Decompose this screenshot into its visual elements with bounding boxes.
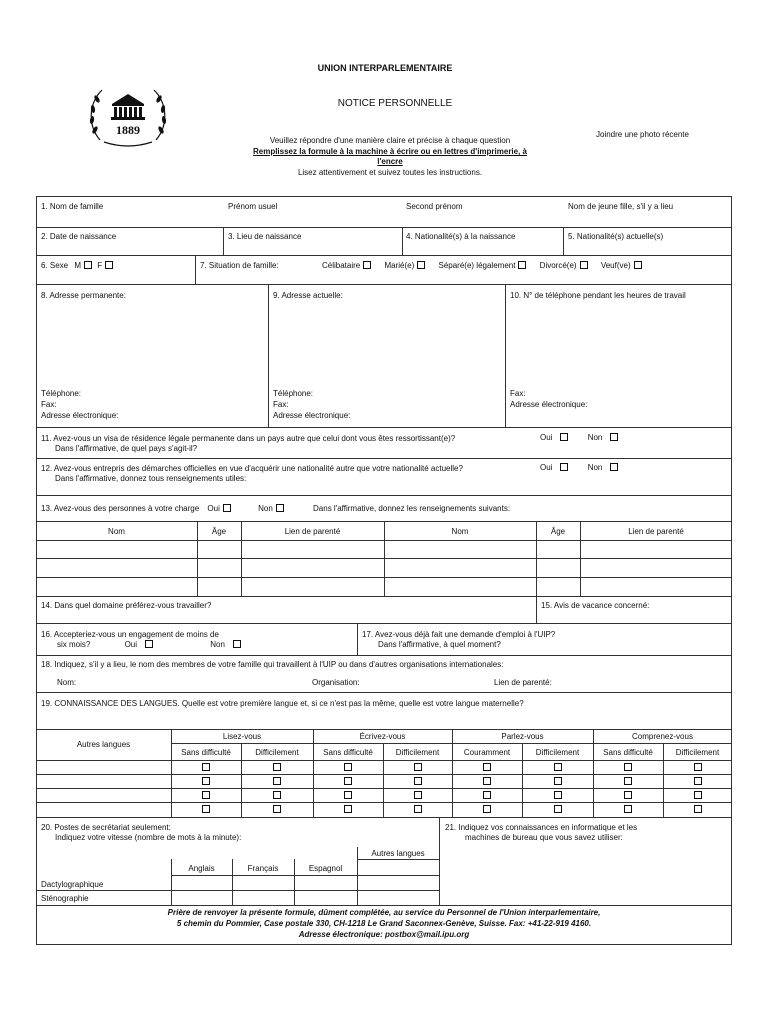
q21-machines: machines de bureau que vous savez utiliser: bbox=[465, 833, 623, 842]
instruction-1: Veuillez répondre d'une manière claire et précise à chaque question bbox=[269, 136, 511, 145]
q11-checkbox-oui[interactable] bbox=[560, 433, 568, 441]
footer-line-3: Adresse électronique: postbox@mail.ipu.org bbox=[298, 930, 470, 939]
q11-followup: Dans l'affirmative, de quel pays s'agit-il? bbox=[55, 444, 198, 453]
q6-checkbox-m[interactable] bbox=[84, 261, 92, 269]
q19-checkbox-r1-c1[interactable] bbox=[202, 763, 210, 771]
q6-sexe-m-label: M bbox=[74, 261, 82, 270]
footer-line-2: 5 chemin du Pommier, Case postale 330, CH-1218 Le Grand Saconnex-Genève, Suisse. Fax: +41-22-919 4160. bbox=[176, 919, 592, 928]
q19-checkbox-r3-c6[interactable] bbox=[554, 791, 562, 799]
q19-lisez-sans: Sans difficulté bbox=[181, 748, 231, 757]
instruction-2a: Remplissez la formule à la machine à écrire ou en lettres d'imprimerie, à bbox=[252, 147, 527, 156]
q15-avis-vacance: 15. Avis de vacance concerné: bbox=[541, 601, 650, 610]
q7-divorce-label: Divorcé(e) bbox=[539, 261, 577, 270]
q19-checkbox-r2-c2[interactable] bbox=[273, 777, 281, 785]
q16-line2 bbox=[57, 640, 244, 650]
q21-question: 21. Indiquez vos connaissances en informatique et les bbox=[445, 823, 638, 832]
instruction-3: Lisez attentivement et suivez toutes les instructions. bbox=[297, 168, 483, 177]
q7-checkbox-marie[interactable] bbox=[417, 261, 425, 269]
q19-checkbox-r3-c5[interactable] bbox=[483, 791, 491, 799]
q19-checkbox-r4-c5[interactable] bbox=[483, 805, 491, 813]
q13-col-nom-1: Nom bbox=[108, 527, 125, 536]
q9-telephone: Téléphone: bbox=[273, 389, 314, 398]
q19-checkbox-r1-c5[interactable] bbox=[483, 763, 491, 771]
q20-dactylo: Dactylographique bbox=[41, 880, 104, 889]
q11-question: 11. Avez-vous un visa de résidence légale permanente dans un pays autre que celui dont vous êtes ressortissant(e)? bbox=[41, 434, 456, 443]
q7-celibataire-label: Célibataire bbox=[322, 261, 361, 270]
q6-sexe-f-label: F bbox=[97, 261, 103, 270]
q19-checkbox-r2-c5[interactable] bbox=[483, 777, 491, 785]
q1-second-prenom: Second prénom bbox=[406, 202, 463, 211]
q11-oui-label: Oui bbox=[540, 433, 553, 442]
q13-col-age-2: Âge bbox=[550, 527, 566, 536]
q16-checkbox-oui[interactable] bbox=[145, 640, 153, 648]
q11-non-label: Non bbox=[587, 433, 603, 442]
q19-checkbox-r3-c1[interactable] bbox=[202, 791, 210, 799]
q7-checkbox-divorce[interactable] bbox=[580, 261, 588, 269]
q9-adresse-actuelle: 9. Adresse actuelle: bbox=[273, 291, 343, 300]
q6-sexe bbox=[41, 261, 116, 271]
q19-checkbox-r4-c6[interactable] bbox=[554, 805, 562, 813]
q5-nationalite-actuelle: 5. Nationalité(s) actuelle(s) bbox=[568, 232, 664, 241]
q4-nationalite-naissance: 4. Nationalité(s) à la naissance bbox=[406, 232, 516, 241]
q19-checkbox-r3-c7[interactable] bbox=[624, 791, 632, 799]
q10-fax: Fax: bbox=[510, 389, 526, 398]
q8-address-input[interactable] bbox=[38, 304, 266, 384]
q20-espagnol: Espagnol bbox=[308, 864, 343, 873]
q8-email: Adresse électronique: bbox=[41, 411, 119, 420]
seal-year: 1889 bbox=[116, 123, 140, 137]
q19-ecrivez: Écrivez-vous bbox=[359, 732, 406, 741]
q13-col-age-1: Âge bbox=[211, 527, 227, 536]
q19-ecrivez-diff: Difficilement bbox=[395, 748, 440, 757]
q12-options bbox=[540, 463, 621, 473]
q19-lisez-diff: Difficilement bbox=[255, 748, 299, 757]
q6-checkbox-f[interactable] bbox=[105, 261, 113, 269]
q13-col-lien-2: Lien de parenté bbox=[628, 527, 684, 536]
q19-question: 19. CONNAISSANCE DES LANGUES. Quelle est votre première langue et, si ce n'est pas la même, quelle est votre langue maternelle? bbox=[41, 699, 524, 708]
q12-question: 12. Avez-vous entrepris des démarches officielles en vue d'acquérir une nationalité autre que votre nationalité actuelle? bbox=[41, 464, 463, 473]
q19-parlez: Parlez-vous bbox=[501, 732, 544, 741]
q19-checkbox-r1-c2[interactable] bbox=[273, 763, 281, 771]
q19-checkbox-r3-c3[interactable] bbox=[344, 791, 352, 799]
q13-checkbox-oui[interactable] bbox=[223, 504, 231, 512]
q9-email: Adresse électronique: bbox=[273, 411, 351, 420]
q20-steno: Sténographie bbox=[41, 894, 89, 903]
q19-checkbox-r2-c8[interactable] bbox=[694, 777, 702, 785]
q12-checkbox-non[interactable] bbox=[610, 463, 618, 471]
q11-checkbox-non[interactable] bbox=[610, 433, 618, 441]
q20-question: 20. Postes de secrétariat seulement: bbox=[41, 823, 171, 832]
q19-checkbox-r4-c3[interactable] bbox=[344, 805, 352, 813]
q13-checkbox-non[interactable] bbox=[276, 504, 284, 512]
q19-checkbox-r2-c3[interactable] bbox=[344, 777, 352, 785]
q19-checkbox-r2-c1[interactable] bbox=[202, 777, 210, 785]
q20-autres-langues: Autres langues bbox=[371, 849, 425, 858]
q19-checkbox-r2-c7[interactable] bbox=[624, 777, 632, 785]
footer-line-1: Prière de renvoyer la présente formule, dûment complétée, au service du Personnel de l'Union interparlementaire, bbox=[167, 908, 601, 917]
q19-comprenez: Comprenez-vous bbox=[632, 732, 693, 741]
q16-question: 16. Accepteriez-vous un engagement de moins de bbox=[41, 630, 219, 639]
q18-lien: Lien de parenté: bbox=[494, 678, 552, 687]
q11-options bbox=[540, 433, 621, 443]
q19-checkbox-r4-c2[interactable] bbox=[273, 805, 281, 813]
instruction-2b: l'encre bbox=[377, 157, 403, 166]
photo-note: Joindre une photo récente bbox=[596, 130, 689, 139]
q3-lieu-naissance: 3. Lieu de naissance bbox=[228, 232, 302, 241]
q19-checkbox-r3-c8[interactable] bbox=[694, 791, 702, 799]
q7-marie-label: Marié(e) bbox=[384, 261, 415, 270]
q19-checkbox-r4-c8[interactable] bbox=[694, 805, 702, 813]
q18-organisation: Organisation: bbox=[312, 678, 360, 687]
q19-checkbox-r1-c7[interactable] bbox=[624, 763, 632, 771]
q8-fax: Fax: bbox=[41, 400, 57, 409]
q7-checkbox-separe[interactable] bbox=[518, 261, 526, 269]
q19-checkbox-r1-c8[interactable] bbox=[694, 763, 702, 771]
q1-nom-famille: 1. Nom de famille bbox=[41, 202, 104, 211]
q19-checkbox-r1-c6[interactable] bbox=[554, 763, 562, 771]
q7-situation-label: 7. Situation de famille: bbox=[200, 261, 279, 270]
q12-non-label: Non bbox=[587, 463, 603, 472]
q10-phone-input[interactable] bbox=[507, 304, 729, 384]
q9-address-input[interactable] bbox=[270, 304, 503, 384]
q7-checkbox-veuf[interactable] bbox=[634, 261, 642, 269]
q18-nom: Nom: bbox=[57, 678, 77, 687]
q19-checkbox-r2-c4[interactable] bbox=[414, 777, 422, 785]
q18-question: 18. Indiquez, s'il y a lieu, le nom des membres de votre famille qui travaillent à l'UIP ou dans d'autres organisations internationales: bbox=[41, 660, 504, 669]
q13-col-nom-2: Nom bbox=[451, 527, 469, 536]
ipu-seal-logo bbox=[86, 82, 170, 152]
org-name: UNION INTERPARLEMENTAIRE bbox=[317, 63, 453, 73]
q2-date-naissance: 2. Date de naissance bbox=[41, 232, 117, 241]
q7-options bbox=[322, 261, 645, 271]
q19-checkbox-r2-c6[interactable] bbox=[554, 777, 562, 785]
q19-checkbox-r4-c1[interactable] bbox=[202, 805, 210, 813]
q20-francais: Français bbox=[247, 864, 279, 873]
q8-telephone: Téléphone: bbox=[41, 389, 82, 398]
q6-sexe-label: 6. Sexe bbox=[41, 261, 69, 270]
q1-input-area[interactable] bbox=[37, 213, 731, 226]
q20-anglais: Anglais bbox=[188, 864, 215, 873]
q1-prenom: Prénom usuel bbox=[228, 202, 278, 211]
q19-comprenez-sans: Sans difficulté bbox=[603, 748, 653, 757]
q13-label: 13. Avez-vous des personnes à votre charge bbox=[41, 504, 200, 513]
q7-separe-label: Séparé(e) légalement bbox=[438, 261, 516, 270]
q7-veuf-label: Veuf(ve) bbox=[600, 261, 631, 270]
q12-followup: Dans l'affirmative, donnez tous renseignements utiles: bbox=[55, 474, 247, 483]
q13-affirm: Dans l'affirmative, donnez les renseignements suivants: bbox=[313, 504, 511, 513]
q19-parlez-diff: Difficilement bbox=[535, 748, 580, 757]
q14-domaine: 14. Dans quel domaine préférez-vous travailler? bbox=[41, 601, 212, 610]
q19-checkbox-r3-c2[interactable] bbox=[273, 791, 281, 799]
q12-oui-label: Oui bbox=[540, 463, 553, 472]
q10-telephone-travail: 10. N° de téléphone pendant les heures de travail bbox=[510, 291, 686, 300]
q19-checkbox-r1-c4[interactable] bbox=[414, 763, 422, 771]
q9-fax: Fax: bbox=[273, 400, 289, 409]
q19-checkbox-r3-c4[interactable] bbox=[414, 791, 422, 799]
q1-nom-jeune-fille: Nom de jeune fille, s'il y a lieu bbox=[568, 202, 674, 211]
q19-checkbox-r4-c4[interactable] bbox=[414, 805, 422, 813]
q16-checkbox-non[interactable] bbox=[233, 640, 241, 648]
q8-adresse-permanente: 8. Adresse permanente: bbox=[41, 291, 126, 300]
q10-email: Adresse électronique: bbox=[510, 400, 588, 409]
q17-followup: Dans l'affirmative, à quel moment? bbox=[378, 640, 501, 649]
q16-oui-label: Oui bbox=[124, 640, 138, 649]
form-title: NOTICE PERSONNELLE bbox=[337, 98, 453, 109]
q17-question: 17. Avez-vous déjà fait une demande d'emploi à l'UIP? bbox=[362, 630, 556, 639]
q7-checkbox-celibataire[interactable] bbox=[363, 261, 371, 269]
q13-oui-label: Oui bbox=[207, 504, 220, 513]
q16-six-mois: six mois? bbox=[57, 640, 91, 649]
q19-checkbox-r1-c3[interactable] bbox=[344, 763, 352, 771]
q19-autres-langues: Autres langues bbox=[76, 740, 131, 749]
q16-non-label: Non bbox=[210, 640, 225, 649]
q19-lisez: Lisez-vous bbox=[222, 732, 262, 741]
q13-col-lien-1: Lien de parenté bbox=[284, 527, 341, 536]
q12-checkbox-oui[interactable] bbox=[560, 463, 568, 471]
q13-question bbox=[41, 504, 510, 514]
q19-checkbox-r4-c7[interactable] bbox=[624, 805, 632, 813]
q19-ecrivez-sans: Sans difficulté bbox=[323, 748, 373, 757]
q19-parlez-courant: Couramment bbox=[463, 748, 511, 757]
q13-non-label: Non bbox=[258, 504, 273, 513]
q19-comprenez-diff: Difficilement bbox=[675, 748, 720, 757]
q20-vitesse: Indiquez votre vitesse (nombre de mots à la minute): bbox=[55, 833, 242, 842]
